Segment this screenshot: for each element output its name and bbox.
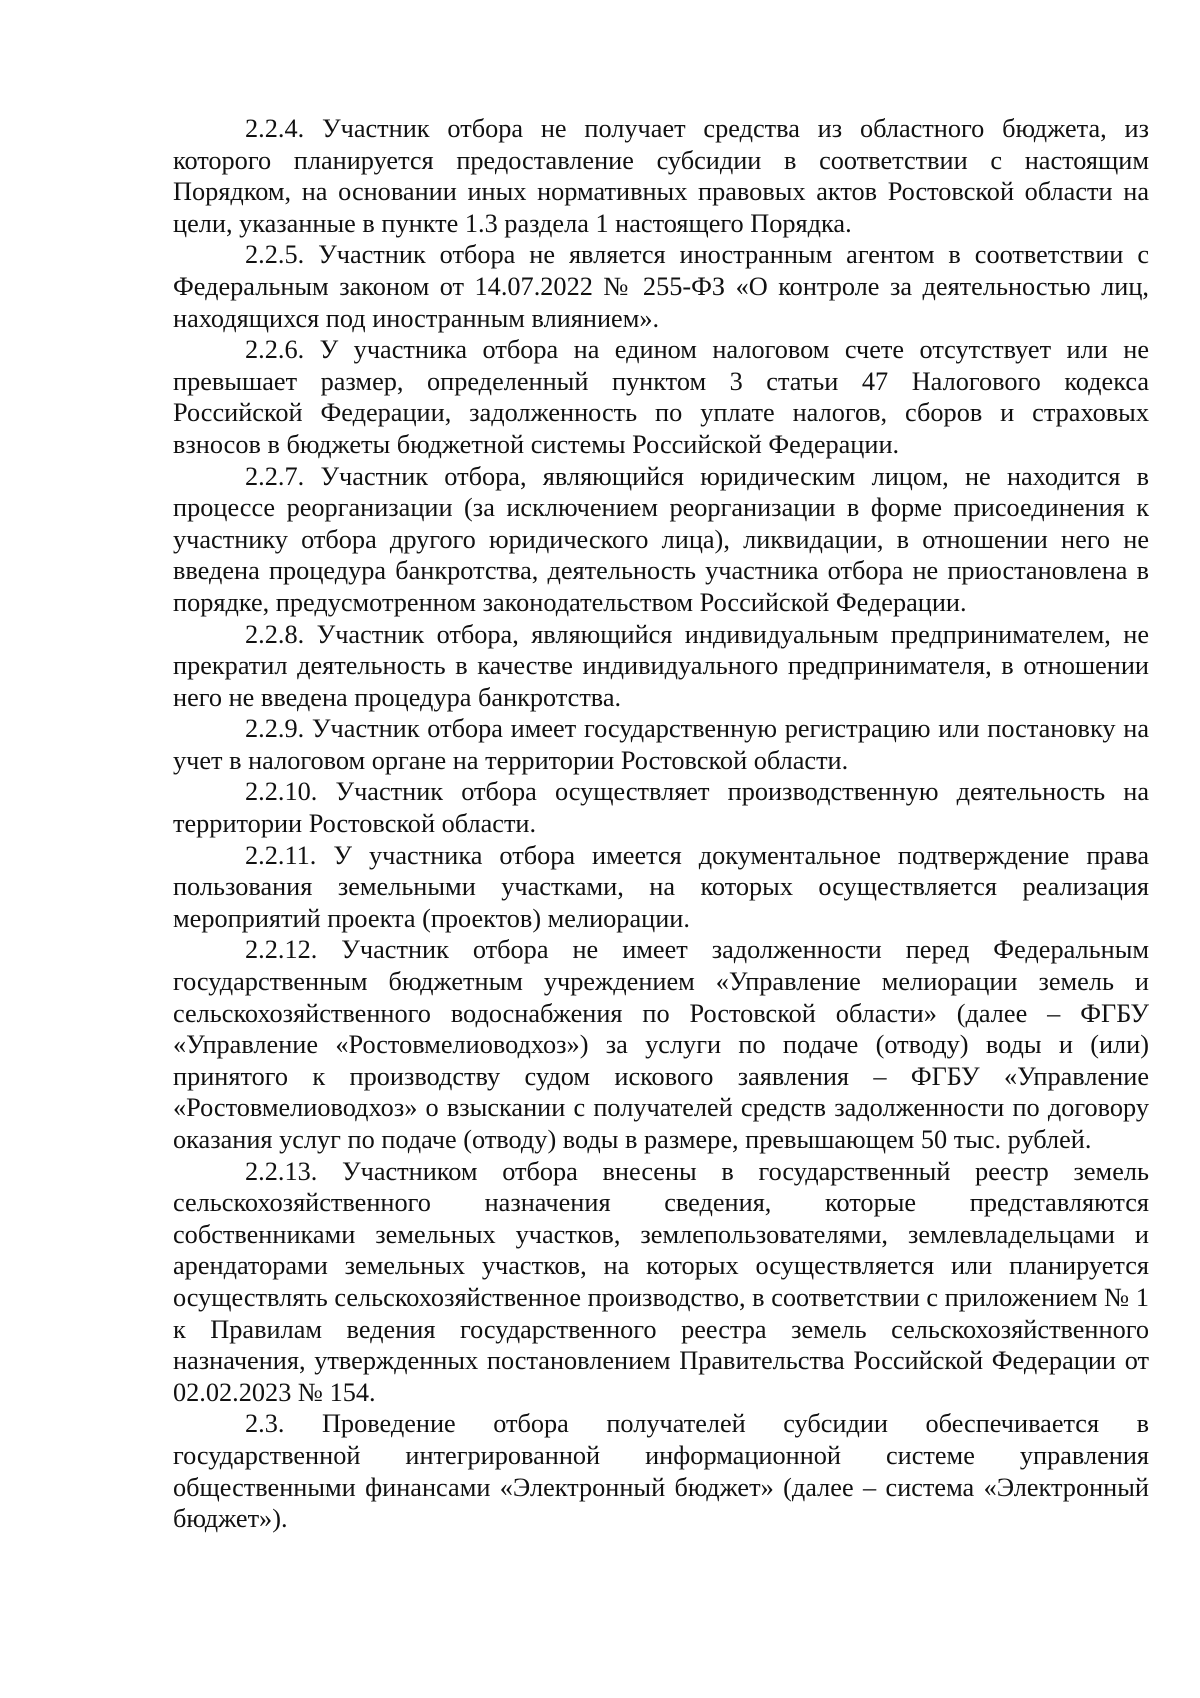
paragraph-2-2-6: 2.2.6. У участника отбора на едином налоговом счете отсутствует или не превышает размер, определенный пунктом 3 статьи 47 Налогового кодекса Российской Федерации, задолженность по уплате налогов, сборов и страховых взносов в бюджеты бюджетной системы Российской Федерации.	[173, 335, 1149, 459]
paragraph-2-2-11: 2.2.11. У участника отбора имеется документальное подтверждение права пользования земельными участками, на которых осуществляется реализация мероприятий проекта (проектов) мелиорации.	[173, 840, 1149, 933]
paragraph-2-2-12: 2.2.12. Участник отбора не имеет задолженности перед Федеральным государственным бюджетным учреждением «Управление мелиорации земель и сельскохозяйственного водоснабжения по Ростовской области» (далее – ФГБУ «Управление «Ростовмелиоводхоз») за услуги по подаче (отводу) воды и (или) принятого к производству судом искового заявления – ФГБУ «Управление «Ростовмелиоводхоз» о взыскании с получателей средств задолженности по договору оказания услуг по подаче (отводу) воды в размере, превышающем 50 тыс. рублей.	[173, 935, 1149, 1154]
paragraph-2-2-13: 2.2.13. Участником отбора внесены в государственный реестр земель сельскохозяйственного назначения сведения, которые представляются собственниками земельных участков, землепользователями, землевладельцами и арендаторами земельных участков, на которых осуществляется или планируется осуществлять сельскохозяйственное производство, в соответствии с приложением № 1 к Правилам ведения государственного реестра земель сельскохозяйственного назначения, утвержденных постановлением Правительства Российской Федерации от 02.02.2023 № 154.	[173, 1156, 1149, 1407]
paragraph-2-3: 2.3. Проведение отбора получателей субсидии обеспечивается в государственной интегрированной информационной системе управления общественными финансами «Электронный бюджет» (далее – система «Электронный бюджет»).	[173, 1409, 1149, 1534]
paragraph-2-2-7: 2.2.7. Участник отбора, являющийся юридическим лицом, не находится в процессе реорганизации (за исключением реорганизации в форме присоединения к участнику отбора другого юридического лица), ликвидации, в отношении него не введена процедура банкротства, деятельность участника отбора не приостановлена в порядке, предусмотренном законодательством Российской Федерации.	[173, 461, 1149, 617]
paragraph-2-2-5: 2.2.5. Участник отбора не является иностранным агентом в соответствии с Федеральным законом от 14.07.2022 № 255-ФЗ «О контроле за деятельностью лиц, находящихся под иностранным влиянием».	[173, 240, 1149, 333]
document-page	[173, 113, 1149, 1535]
paragraph-2-2-10: 2.2.10. Участник отбора осуществляет производственную деятельность на территории Ростовской области.	[173, 777, 1149, 839]
paragraph-2-2-8: 2.2.8. Участник отбора, являющийся индивидуальным предпринимателем, не прекратил деятельность в качестве индивидуального предпринимателя, в отношении него не введена процедура банкротства.	[173, 619, 1149, 712]
paragraph-2-2-9: 2.2.9. Участник отбора имеет государственную регистрацию или постановку на учет в налоговом органе на территории Ростовской области.	[173, 714, 1149, 775]
paragraph-2-2-4: 2.2.4. Участник отбора не получает средства из областного бюджета, из которого планируется предоставление субсидии в соответствии с настоящим Порядком, на основании иных нормативных правовых актов Ростовской области на цели, указанные в пункте 1.3 раздела 1 настоящего Порядка.	[173, 114, 1149, 238]
